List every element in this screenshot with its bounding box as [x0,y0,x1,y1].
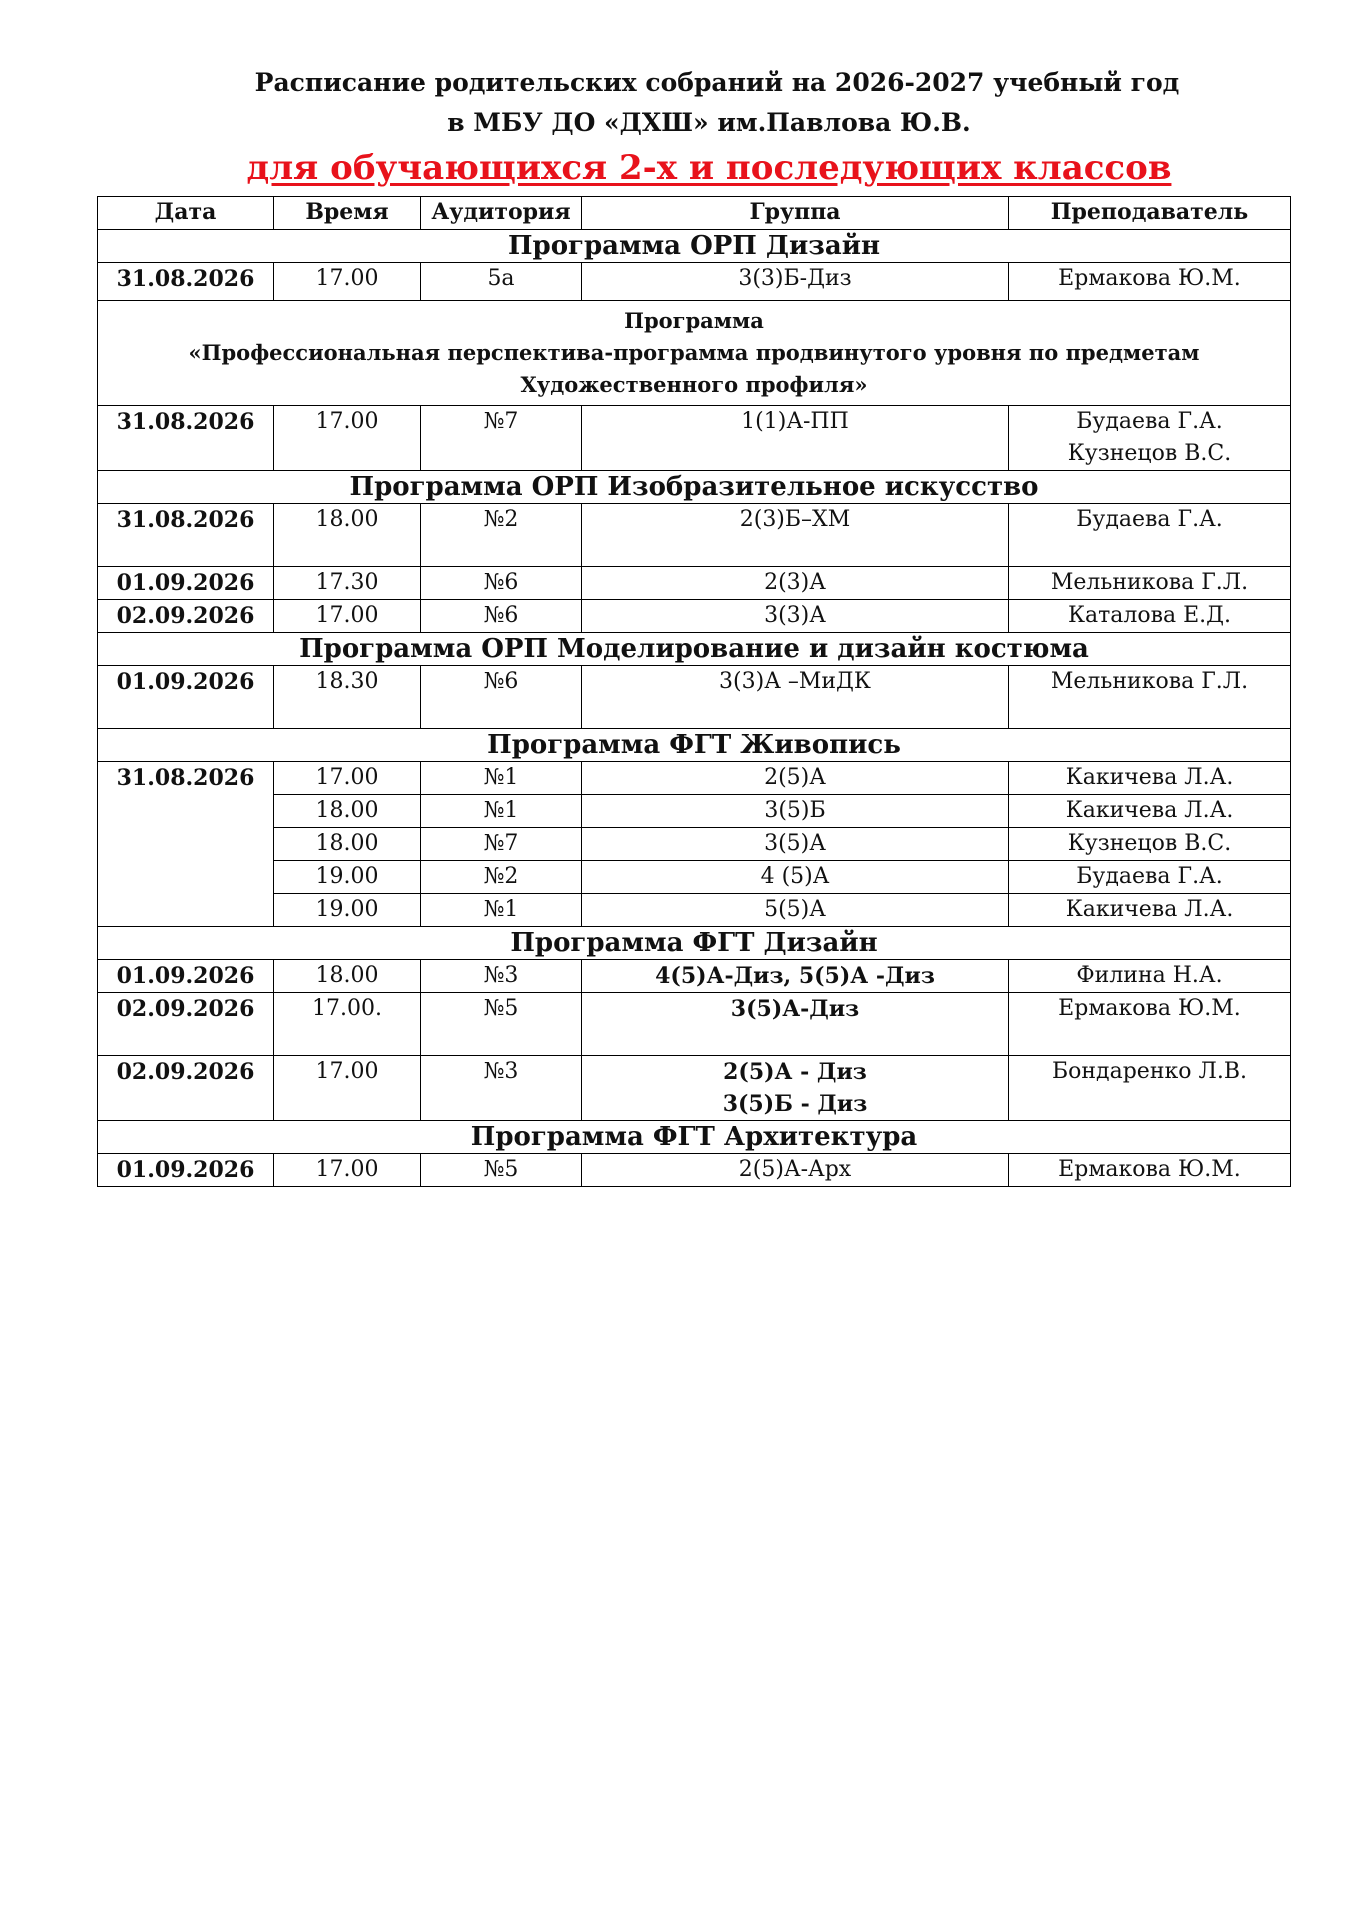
section-row [98,729,1291,762]
cell-time: 19.00 [274,861,421,894]
section-title [98,301,1291,406]
column-header-group: Группа [582,197,1009,230]
cell-teacher: Какичева Л.А. [1009,894,1291,927]
cell-room: №6 [421,600,582,633]
table-row [98,960,1291,993]
table-row [98,828,1291,861]
cell-teacher: Ермакова Ю.М. [1009,1154,1291,1187]
cell-group: 3(5)Б [582,795,1009,828]
cell-time: 18.00 [274,828,421,861]
cell-group: 4(5)А-Диз, 5(5)А -Диз [582,960,1009,993]
cell-teacher: Ермакова Ю.М. [1009,993,1291,1056]
cell-room: №1 [421,894,582,927]
cell-teacher: Мельникова Г.Л. [1009,567,1291,600]
cell-time: 17.00. [274,993,421,1056]
section-title: Программа ФГТ Живопись [98,729,1291,762]
cell-room: №2 [421,504,582,567]
cell-room: №5 [421,993,582,1056]
table-header-row [98,197,1291,230]
cell-teacher: Ермакова Ю.М. [1009,263,1291,301]
cell-group: 4 (5)А [582,861,1009,894]
cell-teacher: Каталова Е.Д. [1009,600,1291,633]
group-name: 2(5)А - Диз [723,1059,867,1085]
cell-group: 3(5)А [582,828,1009,861]
cell-group: 3(3)А –МиДК [582,666,1009,729]
cell-group: 3(5)А-Диз [582,993,1009,1056]
cell-room: 5а [421,263,582,301]
section-row [98,301,1291,406]
cell-time: 17.30 [274,567,421,600]
cell-room: №3 [421,1056,582,1121]
cell-time: 17.00 [274,600,421,633]
cell-teacher: Будаева Г.А. [1009,504,1291,567]
cell-room: №6 [421,567,582,600]
cell-time: 18.00 [274,960,421,993]
section-row [98,927,1291,960]
cell-group [582,1056,1009,1121]
cell-room: №7 [421,828,582,861]
cell-group: 3(3)Б-Диз [582,263,1009,301]
cell-date: 01.09.2026 [98,960,274,993]
cell-teacher: Кузнецов В.С. [1009,828,1291,861]
table-row [98,504,1291,567]
cell-date: 01.09.2026 [98,1154,274,1187]
table-row [98,861,1291,894]
cell-group: 5(5)А [582,894,1009,927]
cell-group: 2(3)Б–ХМ [582,504,1009,567]
table-row [98,666,1291,729]
section-title: Программа ФГТ Дизайн [98,927,1291,960]
table-row [98,263,1291,301]
cell-room: №5 [421,1154,582,1187]
cell-teacher: Какичева Л.А. [1009,795,1291,828]
section-title: Программа ОРП Изобразительное искусство [98,471,1291,504]
column-header-room: Аудитория [421,197,582,230]
cell-date: 02.09.2026 [98,600,274,633]
group-name: 3(5)Б - Диз [722,1091,868,1117]
cell-time: 17.00 [274,263,421,301]
cell-time: 17.00 [274,762,421,795]
cell-time: 19.00 [274,894,421,927]
cell-date: 01.09.2026 [98,666,274,729]
cell-teacher: Филина Н.А. [1009,960,1291,993]
section-title: Программа ОРП Дизайн [98,230,1291,263]
cell-teacher: Мельникова Г.Л. [1009,666,1291,729]
document-subtitle: для обучающихся 2-х и последующих классов [246,148,1172,188]
cell-date: 31.08.2026 [98,504,274,567]
cell-teacher: Какичева Л.А. [1009,762,1291,795]
cell-room: №3 [421,960,582,993]
cell-date: 02.09.2026 [98,993,274,1056]
table-row [98,567,1291,600]
table-row [98,795,1291,828]
cell-date: 01.09.2026 [98,567,274,600]
cell-teacher [1009,406,1291,471]
cell-room: №1 [421,762,582,795]
table-row [98,762,1291,795]
cell-teacher: Бондаренко Л.В. [1009,1056,1291,1121]
cell-room: №7 [421,406,582,471]
cell-teacher: Будаева Г.А. [1009,861,1291,894]
cell-time: 18.00 [274,795,421,828]
cell-date: 31.08.2026 [98,263,274,301]
cell-room: №1 [421,795,582,828]
cell-date: 31.08.2026 [98,406,274,471]
column-header-date: Дата [98,197,274,230]
cell-group: 1(1)А-ПП [582,406,1009,471]
column-header-teacher: Преподаватель [1009,197,1291,230]
section-title-line: «Профессиональная перспектива-программа продвинутого уровня по предметам [188,340,1200,365]
table-row [98,406,1291,471]
document-title-line1: Расписание родительских собраний на 2026-2027 учебный год [254,68,1180,97]
cell-group: 2(5)А-Арх [582,1154,1009,1187]
cell-date: 31.08.2026 [98,762,274,927]
cell-time: 17.00 [274,1056,421,1121]
cell-group: 2(3)А [582,567,1009,600]
table-row [98,993,1291,1056]
cell-time: 18.30 [274,666,421,729]
column-header-time: Время [274,197,421,230]
cell-date: 02.09.2026 [98,1056,274,1121]
teacher-name: Кузнецов В.С. [1067,441,1232,466]
table-row [98,894,1291,927]
section-row [98,633,1291,666]
cell-group: 2(5)А [582,762,1009,795]
cell-room: №2 [421,861,582,894]
cell-room: №6 [421,666,582,729]
schedule-table [97,196,1291,1187]
cell-group: 3(3)А [582,600,1009,633]
cell-time: 17.00 [274,1154,421,1187]
section-title: Программа ОРП Моделирование и дизайн костюма [98,633,1291,666]
section-row [98,1121,1291,1154]
table-row [98,600,1291,633]
section-title-line: Художественного профиля» [520,372,868,397]
section-title: Программа ФГТ Архитектура [98,1121,1291,1154]
cell-time: 18.00 [274,504,421,567]
section-row [98,230,1291,263]
teacher-name: Будаева Г.А. [1076,409,1223,434]
section-title-line: Программа [624,308,764,333]
table-row [98,1154,1291,1187]
document-title-line2: в МБУ ДО «ДХШ» им.Павлова Ю.В. [447,108,971,137]
section-row [98,471,1291,504]
table-row [98,1056,1291,1121]
cell-time: 17.00 [274,406,421,471]
